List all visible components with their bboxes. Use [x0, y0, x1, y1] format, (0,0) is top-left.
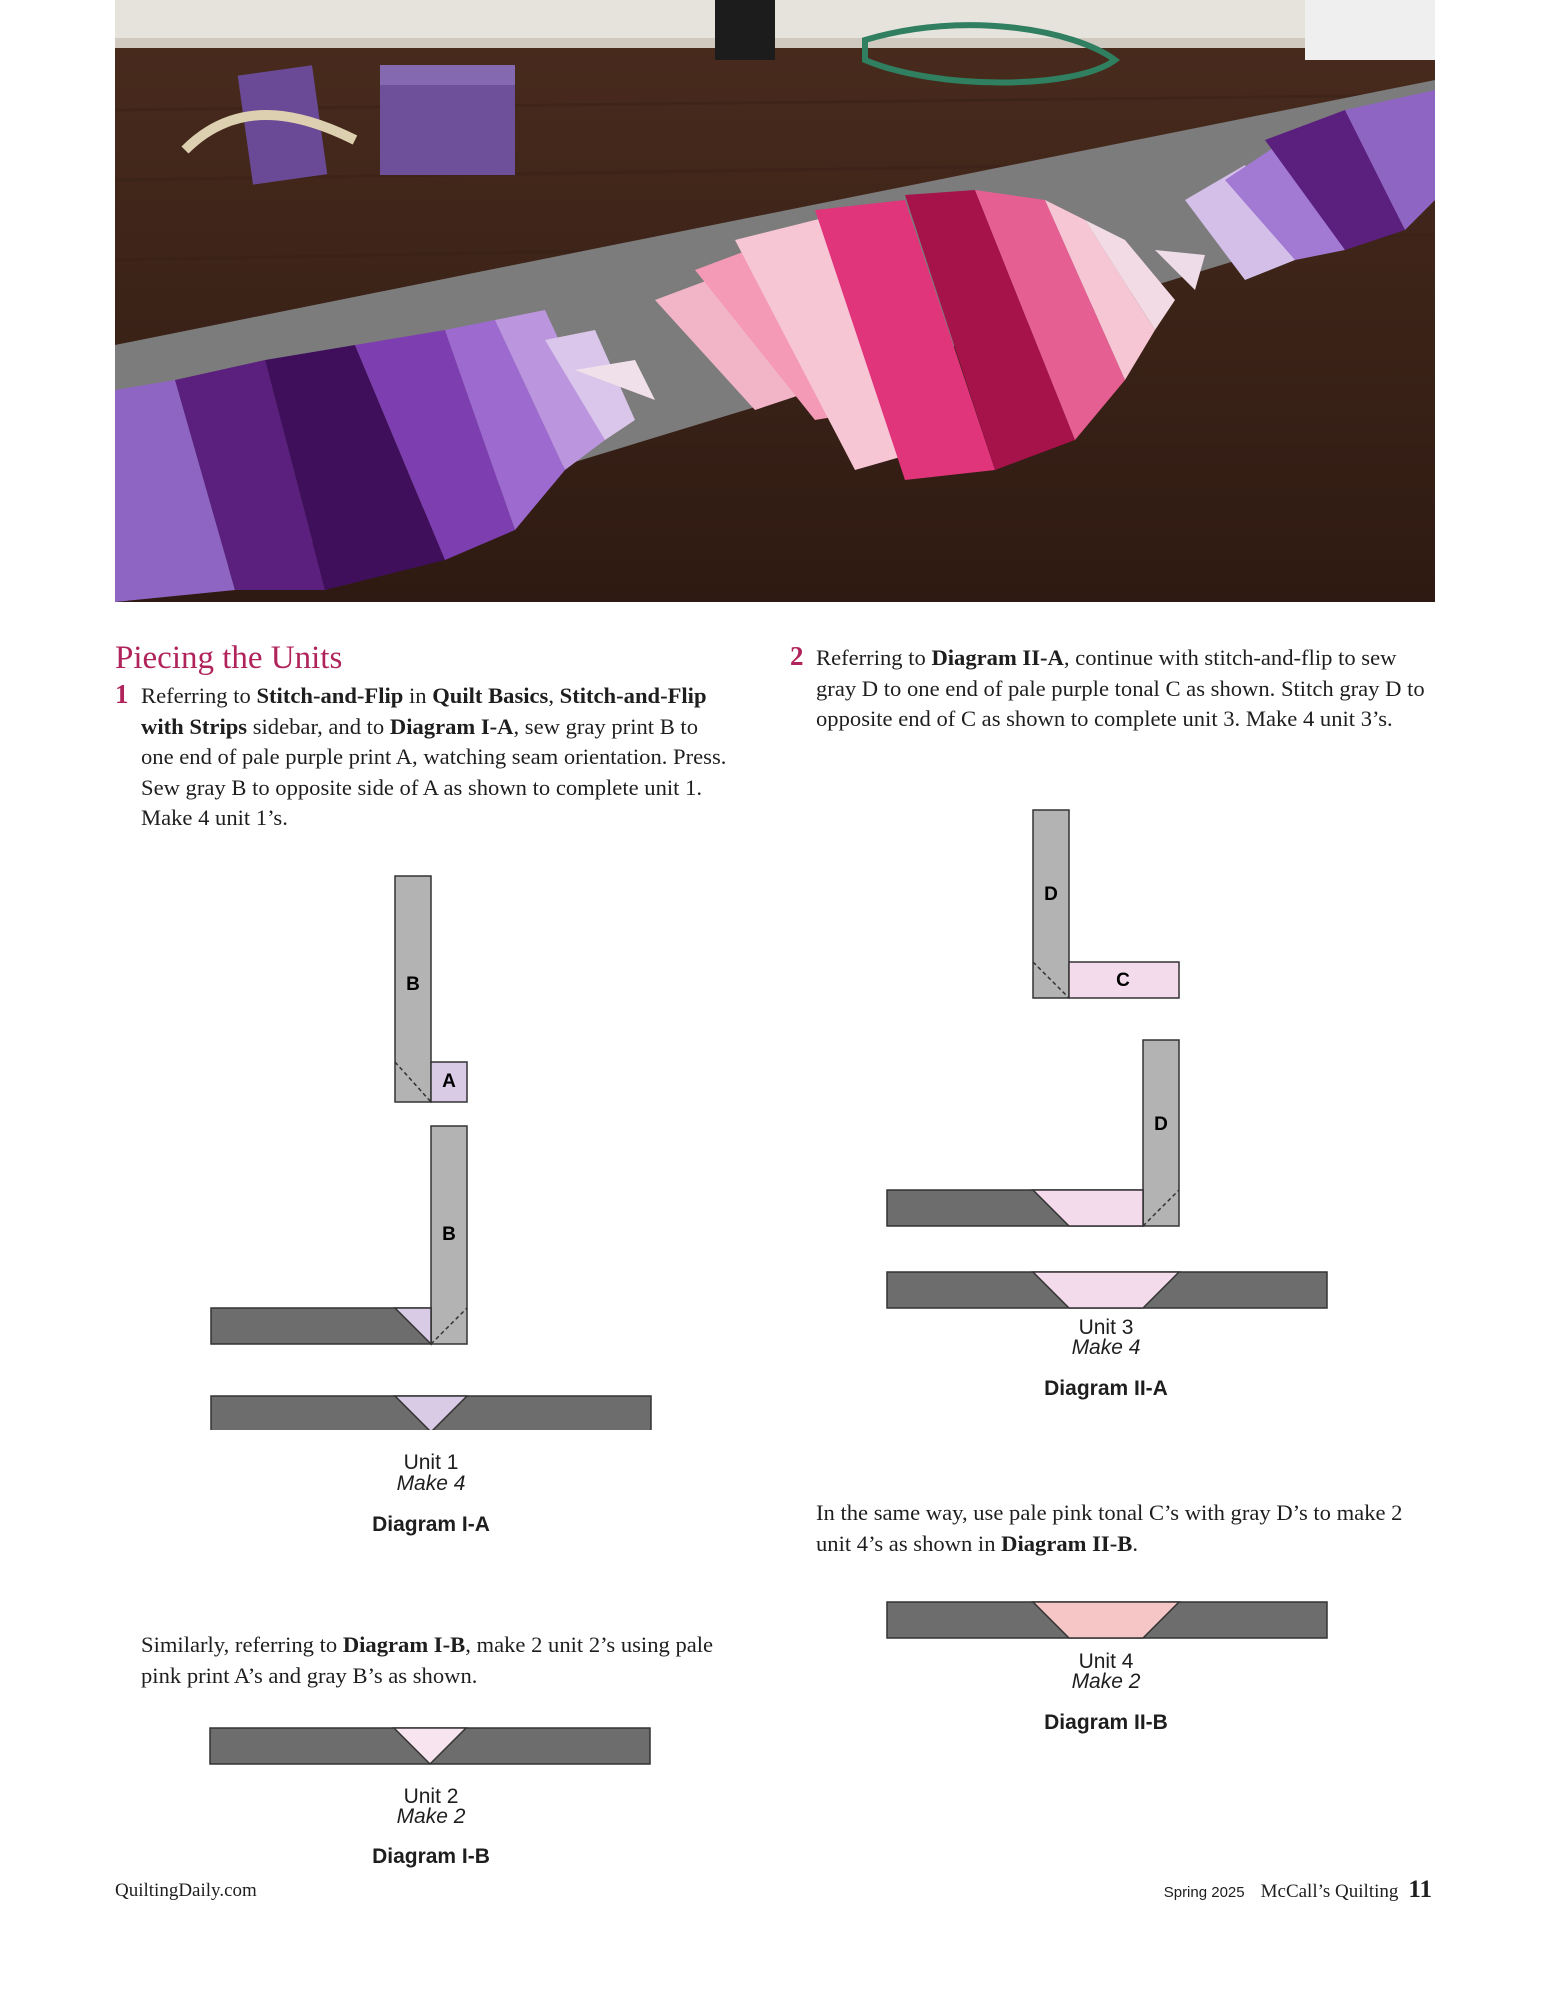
para-text: , make 2 unit 2’s using pale pink print A’s and gray B’s as shown.	[141, 1632, 714, 1688]
step-text: sidebar, and to	[247, 713, 390, 739]
make-count: Make 2	[396, 1805, 466, 1828]
paragraph-diagram-i-b	[141, 1630, 741, 1691]
step-ref: Stitch-and-Flip	[256, 683, 404, 708]
table-runner-photo	[115, 0, 1435, 602]
step-1	[115, 679, 731, 834]
step-2	[790, 641, 1436, 735]
para-ref: Diagram II-B	[1001, 1530, 1133, 1556]
piece-a-label: A	[442, 1071, 456, 1093]
diagram-ii-a	[883, 806, 1333, 1316]
step-text: Referring to	[141, 683, 257, 708]
step-ref: Diagram II-A	[931, 645, 1064, 670]
make-count: Make 2	[1071, 1670, 1141, 1693]
piece-d-label: D	[1154, 1114, 1168, 1135]
footer-season: Spring 2025	[1163, 1884, 1245, 1901]
diagram-caption: Diagram II-A	[1044, 1377, 1168, 1400]
unit-label: Unit 2	[403, 1785, 459, 1808]
step-ref: Diagram I-A	[389, 713, 514, 739]
para-text: Similarly, referring to	[141, 1632, 343, 1657]
diagram-caption: Diagram II-B	[1044, 1711, 1168, 1734]
piece-c-label: C	[1116, 970, 1130, 992]
unit-label: Unit 3	[1078, 1316, 1134, 1339]
step-number: 2	[790, 641, 804, 671]
diagram-ii-b	[883, 1598, 1333, 1644]
footer-website: QuiltingDaily.com	[115, 1880, 257, 1901]
diagram-i-b	[208, 1724, 658, 1770]
step-text: in	[403, 683, 433, 708]
diagram-caption: Diagram I-A	[372, 1513, 490, 1536]
footer-info	[1164, 1876, 1432, 1904]
unit-label: Unit 1	[403, 1451, 459, 1474]
diagram-i-a	[205, 870, 665, 1430]
make-count: Make 4	[1071, 1336, 1141, 1359]
step-text: , continue with stitch-and-flip to sew gray D to one end of pale purple tonal C as shown. Stitch gray D to opposite end of C as shown to complete unit 3. Make 4 unit 3’s.	[816, 645, 1425, 731]
step-text: , sew gray print B to one end of pale purple print A, watching seam orientation. Press. Sew gray B to opposite side of A as shown to complete unit 1. Make 4 unit 1’s.	[141, 713, 727, 830]
para-ref: Diagram I-B	[342, 1632, 466, 1657]
step-text: Referring to	[816, 645, 932, 670]
section-heading: Piecing the Units	[115, 640, 343, 676]
step-text: ,	[548, 683, 560, 708]
piece-d-label: D	[1044, 884, 1058, 905]
make-count: Make 4	[396, 1472, 466, 1495]
step-ref: Stitch-and-Flip with Strips	[141, 683, 707, 739]
para-text: .	[1132, 1530, 1138, 1556]
page-number: 11	[1408, 1876, 1432, 1903]
paragraph-diagram-ii-b	[816, 1498, 1436, 1559]
piece-b-label: B	[406, 974, 420, 995]
para-text: In the same way, use pale pink tonal C’s with gray D’s to make 2 unit 4’s as shown in	[816, 1500, 1403, 1556]
piece-b-label: B	[442, 1224, 456, 1245]
footer-magazine: McCall’s Quilting	[1260, 1881, 1399, 1902]
step-ref: Quilt Basics	[432, 683, 549, 708]
unit-label: Unit 4	[1078, 1650, 1134, 1673]
step-number: 1	[115, 679, 129, 709]
diagram-caption: Diagram I-B	[372, 1845, 490, 1868]
